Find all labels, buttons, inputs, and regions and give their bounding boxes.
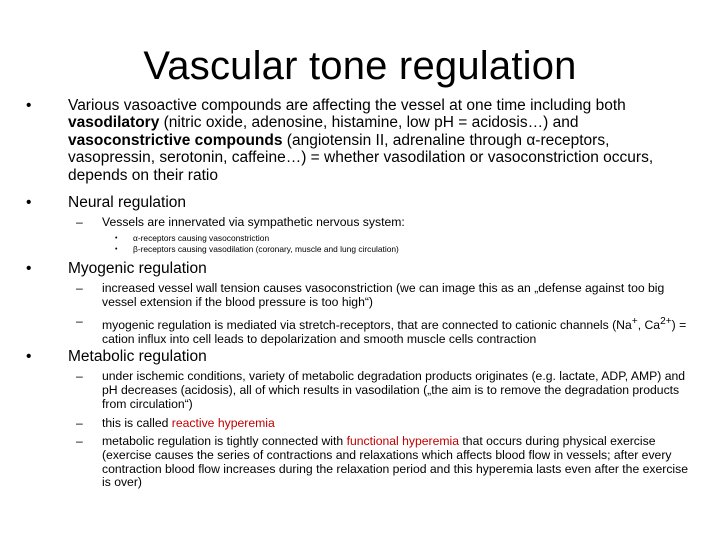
metabolic-sub3-text-b: that occurs during physical exercise (exercise causes the series of contractions and relaxations which affects blood flow in vessels; after every contraction blood flow increases during the relaxation period and this hyperemia lasts even after the exercise is over) bbox=[102, 434, 689, 490]
dash-marker: – bbox=[76, 369, 83, 383]
metabolic-sub-functional bbox=[76, 434, 692, 490]
slide-title: Vascular tone regulation bbox=[143, 44, 577, 88]
bullet-marker: • bbox=[115, 246, 118, 253]
neural-heading: Neural regulation bbox=[68, 194, 187, 211]
bullet-marker: • bbox=[26, 348, 32, 365]
myogenic-sub-tension bbox=[76, 281, 692, 310]
dash-marker: – bbox=[76, 215, 83, 229]
compounds-bold-vasodilatory: vasodilatory bbox=[68, 114, 160, 132]
metabolic-sub-ischemic bbox=[76, 369, 692, 411]
myogenic-sub2-sup-2plus: 2+ bbox=[660, 316, 672, 327]
functional-hyperemia-term: functional hyperemia bbox=[346, 434, 460, 448]
bullet-marker: • bbox=[115, 235, 118, 242]
myogenic-sub-stretch-receptors bbox=[76, 314, 692, 347]
receptor-beta-text: β-receptors causing vasodilation (coronary, muscle and lung circulation) bbox=[133, 244, 399, 254]
bullet-marker: • bbox=[26, 260, 32, 277]
compounds-bold-vasoconstrictive: vasoconstrictive compounds bbox=[68, 131, 283, 149]
bullet-metabolic-regulation bbox=[26, 348, 686, 365]
bullet-marker: • bbox=[26, 97, 32, 114]
metabolic-sub-reactive bbox=[76, 416, 692, 431]
bullet-marker: • bbox=[26, 194, 32, 211]
bullet-myogenic-regulation bbox=[26, 260, 686, 277]
metabolic-heading: Metabolic regulation bbox=[68, 348, 207, 365]
metabolic-sub2-text: this is called bbox=[102, 416, 172, 430]
neural-receptor-beta bbox=[115, 244, 633, 255]
dash-marker: – bbox=[76, 281, 83, 295]
myogenic-heading: Myogenic regulation bbox=[68, 260, 207, 277]
neural-sub-text: Vessels are innervated via sympathetic nervous system: bbox=[102, 215, 405, 229]
metabolic-sub3-text-a: metabolic regulation is tightly connected with bbox=[102, 434, 347, 448]
myogenic-sub2-text-c: ) = cation influx into cell leads to depolarization and smooth muscle cells contraction bbox=[102, 318, 687, 346]
myogenic-sub2-text-b: , Ca bbox=[637, 318, 661, 333]
compounds-text-a: Various vasoactive compounds are affecting the vessel at one time including both bbox=[68, 97, 626, 114]
dash-marker: – bbox=[76, 434, 83, 448]
metabolic-sub1-text: under ischemic conditions, variety of metabolic degradation products originates (e.g. lactate, ADP, AMP) and pH decreases (acidosis), all of which results in vasodilation („the aim is to remove the degradation products from circulation“) bbox=[102, 369, 686, 411]
reactive-hyperemia-term: reactive hyperemia bbox=[171, 416, 275, 430]
receptor-alpha-text: α-receptors causing vasoconstriction bbox=[133, 233, 270, 243]
dash-marker: – bbox=[76, 314, 83, 328]
bullet-neural-regulation bbox=[26, 194, 686, 211]
neural-receptor-alpha bbox=[115, 233, 633, 244]
myogenic-sub2-text-a: myogenic regulation is mediated via stretch-receptors, that are connected to cationic channels (Na bbox=[102, 318, 632, 333]
neural-sub-innervation bbox=[76, 215, 692, 230]
bullet-vasoactive-compounds bbox=[26, 97, 686, 184]
myogenic-sub1-text: increased vessel wall tension causes vasoconstriction (we can image this as an „defense against too big vessel extension if the blood pressure is too high“) bbox=[102, 281, 665, 309]
dash-marker: – bbox=[76, 416, 83, 430]
compounds-text-c: (angiotensin II, adrenaline through α-receptors, vasopressin, serotonin, caffeine…) = whether vasodilation or vasoconstriction occurs, depends on their ratio bbox=[68, 131, 654, 184]
myogenic-sub2-sup-plus: + bbox=[631, 316, 638, 327]
compounds-text-b: (nitric oxide, adenosine, histamine, low pH = acidosis…) and bbox=[159, 114, 579, 132]
